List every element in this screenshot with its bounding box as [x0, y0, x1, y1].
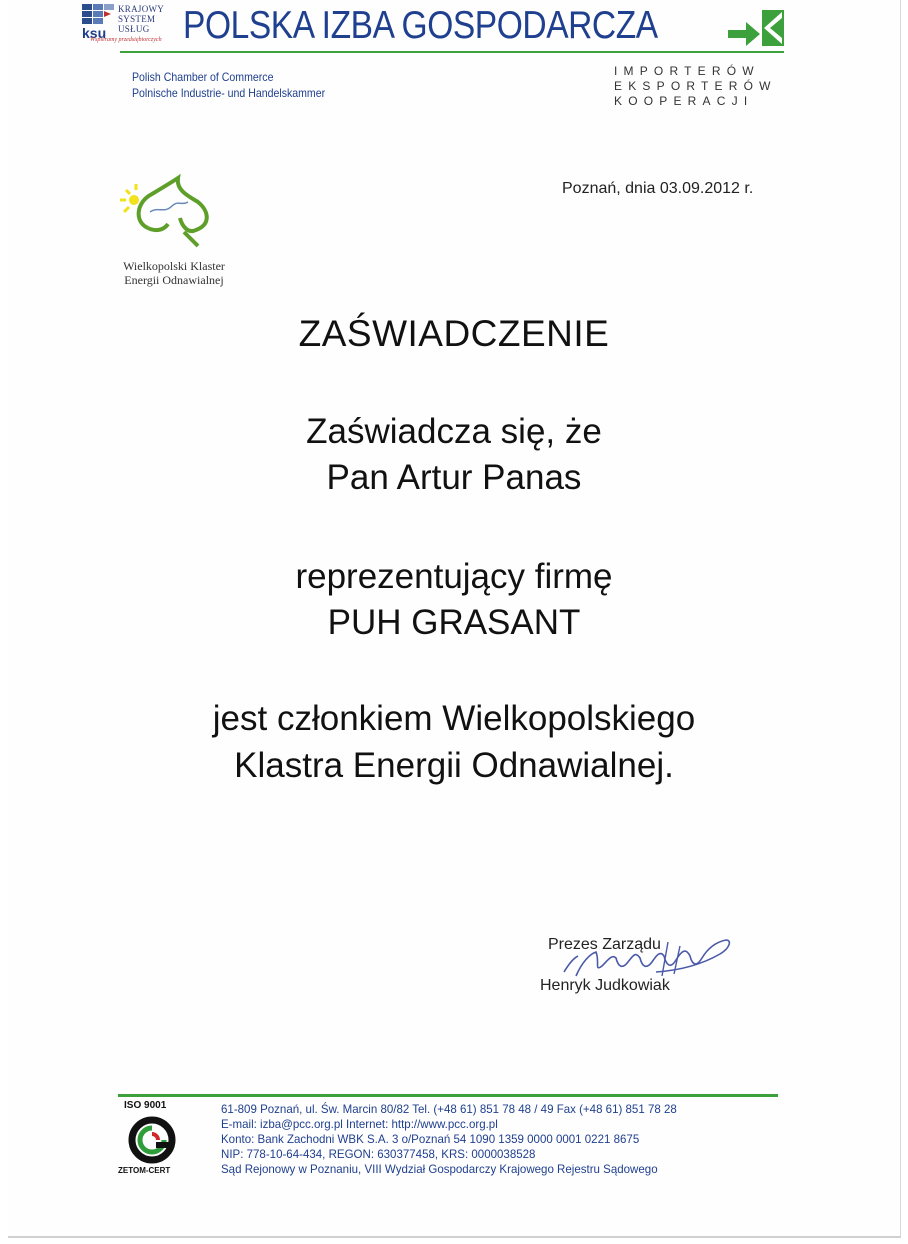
iso-certifier: ZETOM-CERT [118, 1166, 171, 1175]
ksu-tagline: Wspieramy przedsiębiorczych [90, 37, 162, 43]
ksu-abbr: ksu [82, 25, 107, 41]
certificate-line-6: Klastra Energii Odnawialnej. [234, 746, 674, 785]
certificate-line-5: jest członkiem Wielkopolskiego [212, 699, 696, 738]
footer-address: 61-809 Poznań, ul. Św. Marcin 80/82 Tel. (+48 61) 851 78 48 / 49 Fax (+48 61) 851 78 28 [221, 1102, 677, 1116]
certificate-company: PUH GRASANT [327, 603, 581, 642]
signatory-role: Prezes Zarządu [548, 936, 661, 953]
chamber-logo-icon [728, 8, 786, 48]
cluster-name: Wielkopolski Klaster Energii Odnawialnej [123, 259, 225, 287]
footer-court: Sąd Rejonowy w Poznaniu, VIII Wydział Gospodarczy Krajowego Rejestru Sądowego [221, 1162, 658, 1176]
iso-certification-badge [112, 1100, 192, 1180]
cluster-leaf-logo-icon [112, 172, 232, 252]
certificate-title: ZAŚWIADCZENIE [298, 313, 610, 354]
ksu-logo [82, 4, 174, 44]
certificate-person: Pan Artur Panas [326, 458, 582, 497]
handwritten-signature [556, 932, 736, 988]
chamber-title: POLSKA IZBA GOSPODARCZA [183, 4, 658, 47]
footer-contact [221, 1102, 696, 1177]
footer-email: E-mail: izba@pcc.org.pl Internet: http://www.pcc.org.pl [221, 1117, 498, 1131]
chamber-name-en: Polish Chamber of Commerce [132, 70, 274, 84]
footer-registration: NIP: 778-10-64-434, REGON: 630377458, KRS: 0000038528 [221, 1147, 536, 1161]
chamber-names [132, 69, 351, 101]
signatory-name: Henryk Judkowiak [540, 977, 670, 994]
issue-date: Poznań, dnia 03.09.2012 r. [562, 180, 754, 197]
header-divider [120, 51, 784, 53]
footer-bank: Konto: Bank Zachodni WBK S.A. 3 o/Poznań 54 1090 1359 0000 0001 0221 8675 [221, 1132, 640, 1146]
ksu-full-name: KRAJOWY SYSTEM USŁUG [118, 4, 165, 34]
certificate-line-3: reprezentujący firmę [295, 557, 613, 596]
iso-label: ISO 9001 [124, 1100, 167, 1111]
ksu-grid-icon [82, 4, 116, 26]
zetom-cert-icon [128, 1116, 176, 1164]
footer-divider [118, 1094, 778, 1097]
chamber-subtitle: IMPORTERÓW EKSPORTERÓW KOOPERACJI [614, 64, 777, 108]
chamber-name-de: Polnische Industrie- und Handelskammer [132, 86, 326, 100]
certificate-line-1: Zaświadcza się, że [306, 412, 602, 451]
